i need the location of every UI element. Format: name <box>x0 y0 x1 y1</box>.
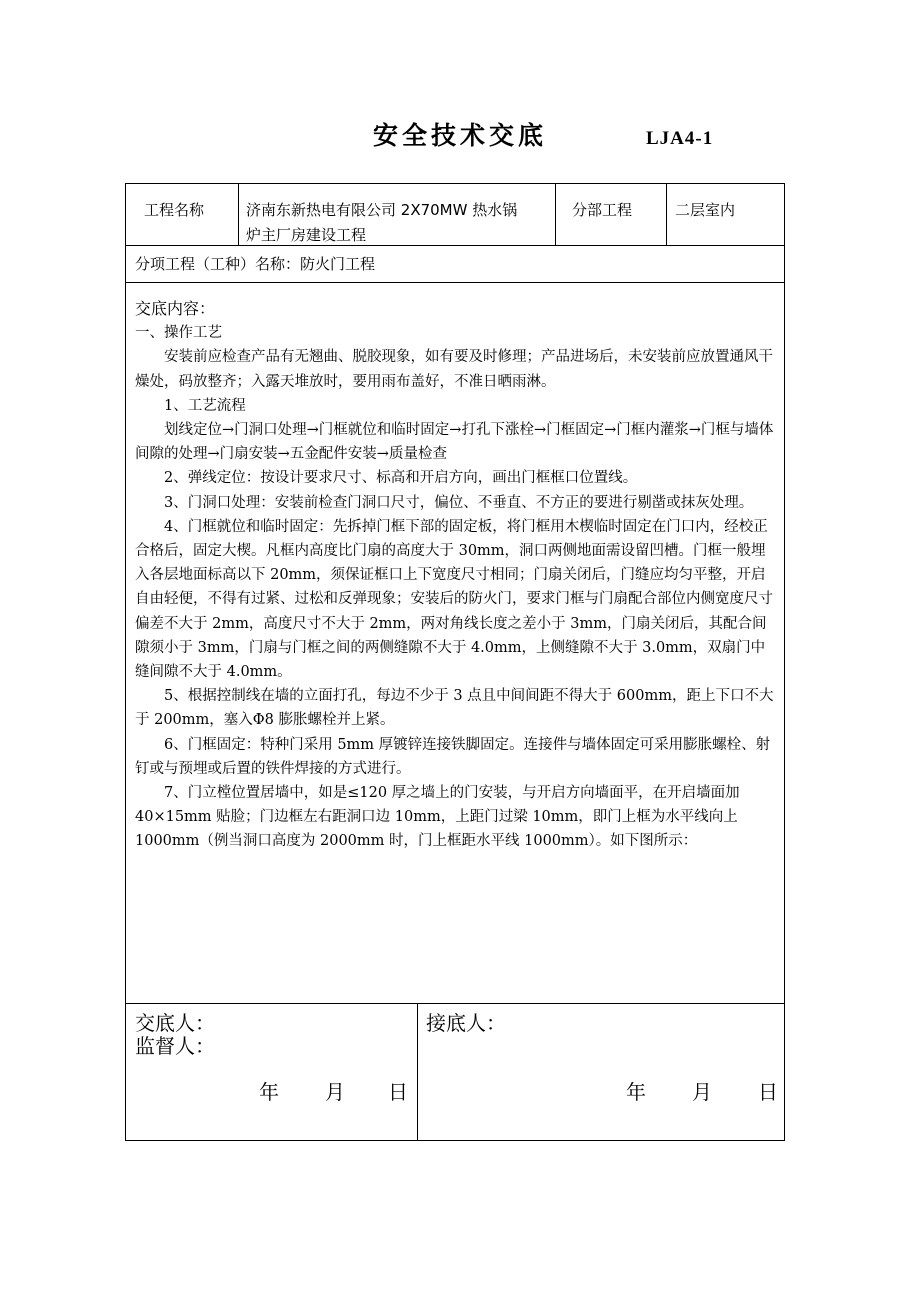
date-day-left: 日 <box>388 1080 408 1104</box>
content-paragraph: 6、门框固定：特种门采用 5mm 厚镀锌连接铁脚固定。连接件与墙体固定可采用膨胀螺栓、射钉或与预埋或后置的铁件焊接的方式进行。 <box>135 736 771 777</box>
content-paragraph: 4、门框就位和临时固定：先拆掉门框下部的固定板，将门框用木楔临时固定在门口内，经校正合格后，固定大楔。凡框内高度比门扇的高度大于 30mm，洞口两侧地面需设留凹槽。门框一般埋入各层地面标高以下 20mm，须保证框口上下宽度尺寸相同；门扇关闭后，门缝应均匀平整，开启自由轻便，不得有过紧、过松和反弹现象；安装后的防火门，要求门框与门扇配合部位内侧宽度尺寸偏差不大于 2mm，高度尺寸不大于 2mm，两对角线长度之差小于 3mm，门扇关闭后，其配合间隙须小于 3mm，门扇与门框之间的两侧缝隙不大于 4.0mm，上侧缝隙不大于 3.0mm，双扇门中缝间隙不大于 4.0mm。 <box>135 518 773 681</box>
date-day-right: 日 <box>758 1080 778 1104</box>
division-value: 二层室内 <box>675 201 736 219</box>
handover-form <box>125 183 785 1141</box>
document-title: 安全技术交底 <box>372 121 547 150</box>
project-name-line2: 炉主厂房建设工程 <box>246 226 367 244</box>
date-year-left: 年 <box>259 1080 279 1104</box>
project-name-line1: 济南东新热电有限公司 2X70MW 热水锅 <box>246 201 518 219</box>
content-heading: 交底内容： <box>135 299 216 318</box>
content-section: 一、操作工艺 <box>135 325 222 342</box>
handover-person-label: 交底人： <box>135 1011 215 1035</box>
content-paragraph: 7、门立樘位置居墙中，如是≤120 厚之墙上的门安装，与开启方向墙面平，在开启墙面加 40×15mm 贴脸；门边框左右距洞口边 10mm，上距门过梁 10mm，即门上框为水平线向上 1000mm（例当洞口高度为 2000mm 时，门上框距水平线 1000mm）。如下图所示： <box>135 785 740 850</box>
content-paragraph: 1、工艺流程 <box>164 397 246 414</box>
supervisor-label: 监督人： <box>135 1034 215 1058</box>
receiver-label: 接底人： <box>426 1011 506 1035</box>
subitem-name: 分项工程（工种）名称：防火门工程 <box>135 255 376 273</box>
handover-content <box>135 297 774 854</box>
date-month-right: 月 <box>692 1080 712 1104</box>
content-paragraph: 安装前应检查产品有无翘曲、脱胶现象，如有要及时修理；产品进场后，未安装前应放置通风干燥处，码放整齐；入露天堆放时，要用雨布盖好，不准日晒雨淋。 <box>135 349 773 390</box>
project-name-label: 工程名称 <box>144 201 205 219</box>
content-paragraph: 2、弹线定位：按设计要求尺寸、标高和开启方向，画出门框框口位置线。 <box>164 470 638 487</box>
document-code: LJA4-1 <box>646 128 714 149</box>
date-year-right: 年 <box>626 1080 646 1104</box>
subitem-row <box>126 245 784 283</box>
content-paragraph: 划线定位→门洞口处理→门框就位和临时固定→打孔下涨栓→门框固定→门框内灌浆→门框与墙体间隙的处理→门扇安装→五金配件安装→质量检查 <box>135 422 774 463</box>
division-label: 分部工程 <box>572 201 633 219</box>
project-name-value <box>246 198 551 248</box>
content-paragraph: 5、根据控制线在墙的立面打孔，每边不少于 3 点且中间间距不得大于 600mm，距上下口不大于 200mm，塞入Φ8 膨胀螺栓并上紧。 <box>135 688 774 729</box>
header-row <box>126 184 784 246</box>
signature-area <box>126 1004 784 1140</box>
content-paragraph: 3、门洞口处理：安装前检查门洞口尺寸，偏位、不垂直、不方正的要进行剔凿或抹灰处理。 <box>164 494 754 511</box>
date-month-left: 月 <box>325 1080 345 1104</box>
